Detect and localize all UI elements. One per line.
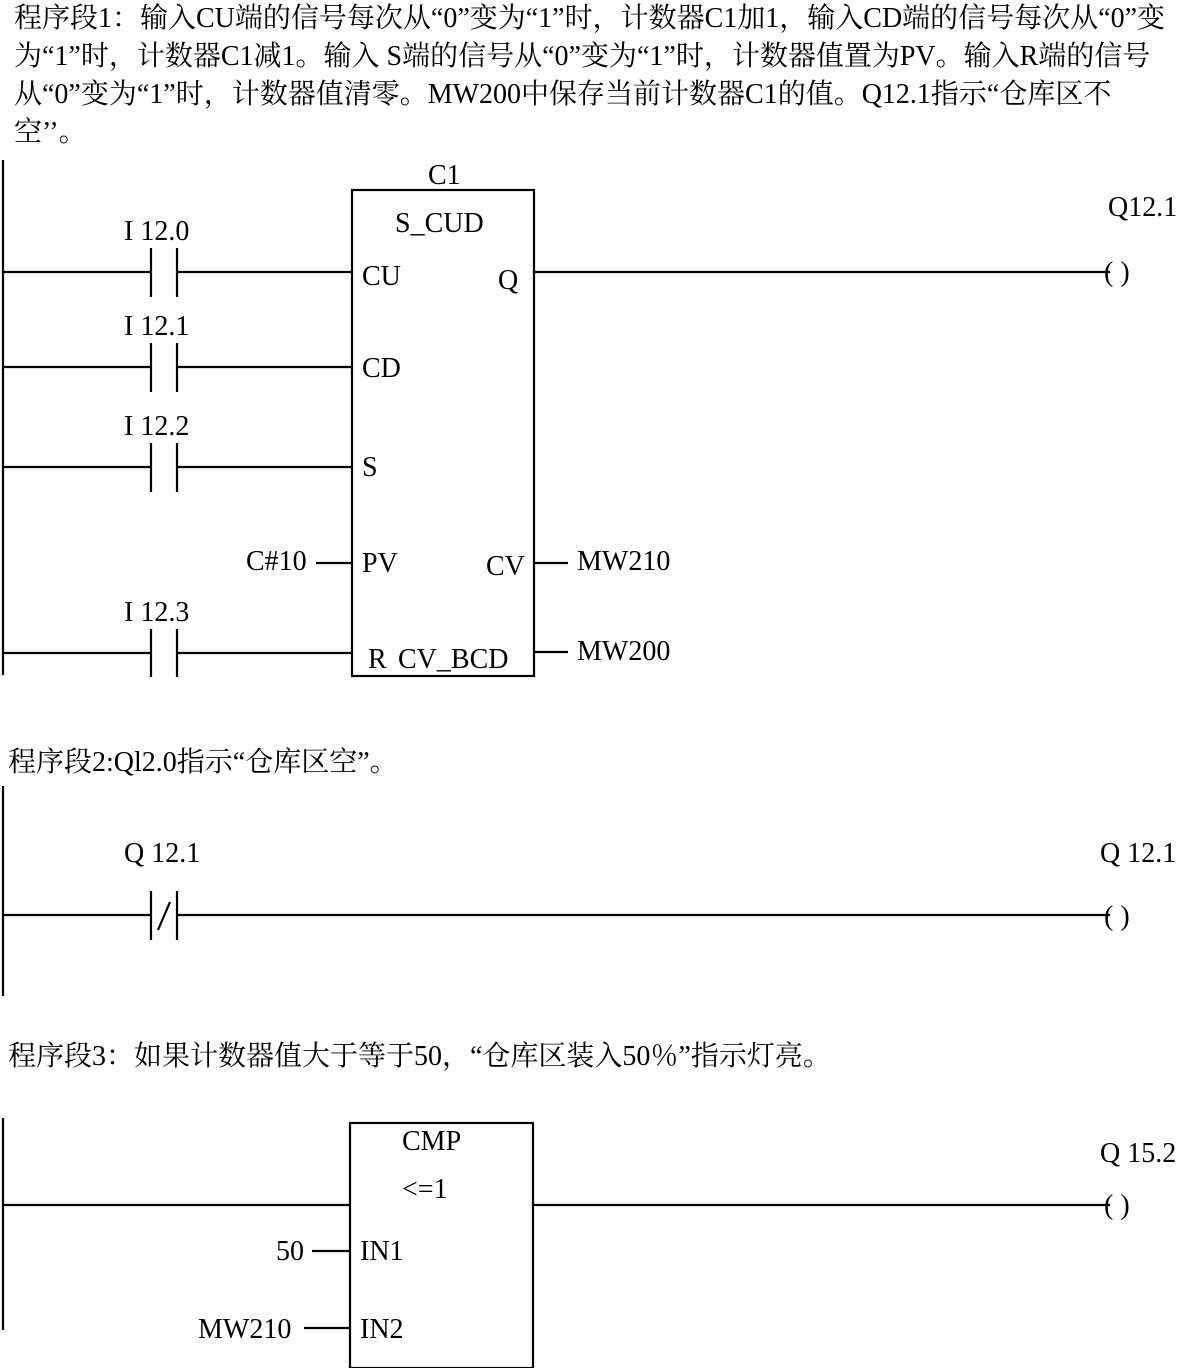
seg2-coil-label: Q 12.1 — [1100, 838, 1177, 869]
coil-symbol-3: ( ) — [1104, 1190, 1130, 1221]
segment3-description: 程序段3：如果计数器值大于等于50，“仓库区装入50％”指示灯亮。 — [8, 1041, 831, 1072]
coil-symbol-1: ( ) — [1104, 257, 1130, 288]
contact-label-i12-1: I 12.1 — [124, 311, 190, 342]
contact-i12-3 — [151, 629, 177, 677]
in1-value: 50 — [276, 1236, 304, 1267]
cv-output: MW210 — [577, 546, 671, 577]
contact-i12-1 — [151, 343, 177, 392]
seg2-contact-label: Q 12.1 — [124, 838, 201, 869]
pin-cd: CD — [362, 353, 401, 384]
pin-pv: PV — [362, 548, 398, 579]
cmp-op: <=1 — [402, 1174, 448, 1205]
pin-cu: CU — [362, 261, 401, 292]
contact-i12-0 — [151, 248, 177, 297]
counter-type: S_CUD — [395, 208, 484, 239]
contact-label-i12-2: I 12.2 — [124, 411, 190, 442]
pin-q: Q — [498, 265, 519, 296]
cvbcd-output: MW200 — [577, 636, 671, 667]
pin-cv-bcd: CV_BCD — [398, 644, 509, 675]
counter-name: C1 — [428, 160, 461, 191]
contact-i12-2 — [151, 443, 177, 492]
pv-value: C#10 — [246, 546, 307, 577]
in2-value: MW210 — [198, 1314, 292, 1345]
coil-symbol-2: ( ) — [1104, 901, 1130, 932]
segment2-description: 程序段2:Ql2.0指示“仓库区空”。 — [8, 747, 398, 778]
seg3-coil-label: Q 15.2 — [1100, 1138, 1177, 1169]
pin-s: S — [362, 452, 378, 483]
pin-in1: IN1 — [360, 1236, 404, 1267]
pin-cv: CV — [486, 551, 525, 582]
pin-r: R — [368, 644, 387, 675]
coil-label-q12-1: Q12.1 — [1108, 192, 1178, 223]
cmp-name: CMP — [402, 1126, 462, 1157]
contact-label-i12-3: I 12.3 — [124, 597, 190, 628]
contact-label-i12-0: I 12.0 — [124, 216, 190, 247]
contact-nc-q12-1 — [151, 891, 177, 940]
pin-in2: IN2 — [360, 1314, 404, 1345]
segment1-description: 程序段1：输入CU端的信号每次从“0”变为“1”时，计数器C1加1，输入CD端的信号每次从“0”变为“1”时，计数器C1减1。输入 S端的信号从“0”变为“1”时，计数器值置为PV。输入R端的信号从“0”变为“1”时，计数器值清零。MW200中保存当前计数器C1的值。Q12.1指示“仓库区不空’’。 — [14, 3, 1166, 148]
